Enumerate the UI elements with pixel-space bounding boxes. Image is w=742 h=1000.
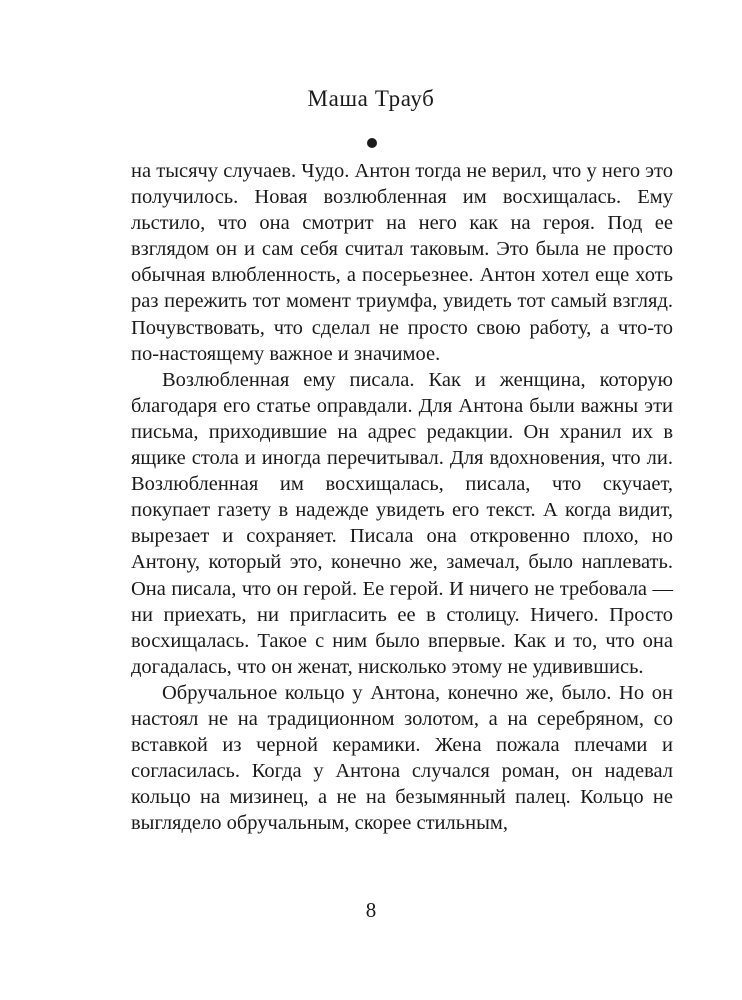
running-header-author: Маша Трауб: [307, 86, 435, 111]
body-text: [131, 158, 673, 836]
paragraph-continued: на тысячу случаев. Чудо. Антон тогда не верил, что у него это получилось. Новая возлюбленная им восхищалась. Ему льстило, что она смотрит на него как на героя. Под ее взглядом он и сам себя считал таковым. Это была не просто обычная влюбленность, а посерьезнее. Антон хотел еще хоть раз пережить тот момент триумфа, увидеть тот самый взгляд. Почувствовать, что сделал не просто свою работу, а что-то по-настоящему важное и значимое.: [131, 160, 673, 365]
paragraph: Возлюбленная ему писала. Как и женщина, которую благодаря его статье оправдали. Для Антона были важны эти письма, приходившие на адрес редакции. Он хранил их в ящике стола и иногда перечитывал. Для вдохновения, что ли. Возлюбленная им восхищалась, писала, что скучает, покупает газету в надежде увидеть его текст. А когда видит, вырезает и сохраняет. Писала она откровенно плохо, но Антону, который это, конечно же, замечал, было наплевать. Она писала, что он герой. Ее герой. И ничего не требовала — ни приехать, ни пригласить ее в столицу. Ничего. Просто восхищалась. Такое с ним было впервые. Как и то, что она догадалась, что он женат, нисколько этому не удивившись.: [131, 368, 673, 678]
page-number: 8: [365, 898, 377, 922]
bullet-ornament: [367, 138, 377, 148]
paragraph: Обручальное кольцо у Антона, конечно же, было. Но он настоял не на традиционном золотом, а на серебряном, со вставкой из черной керамики. Жена пожала плечами и согласилась. Когда у Антона случался роман, он надевал кольцо на мизинец, а не на безымянный палец. Кольцо не выглядело обручальным, скорее стильным,: [131, 681, 673, 835]
